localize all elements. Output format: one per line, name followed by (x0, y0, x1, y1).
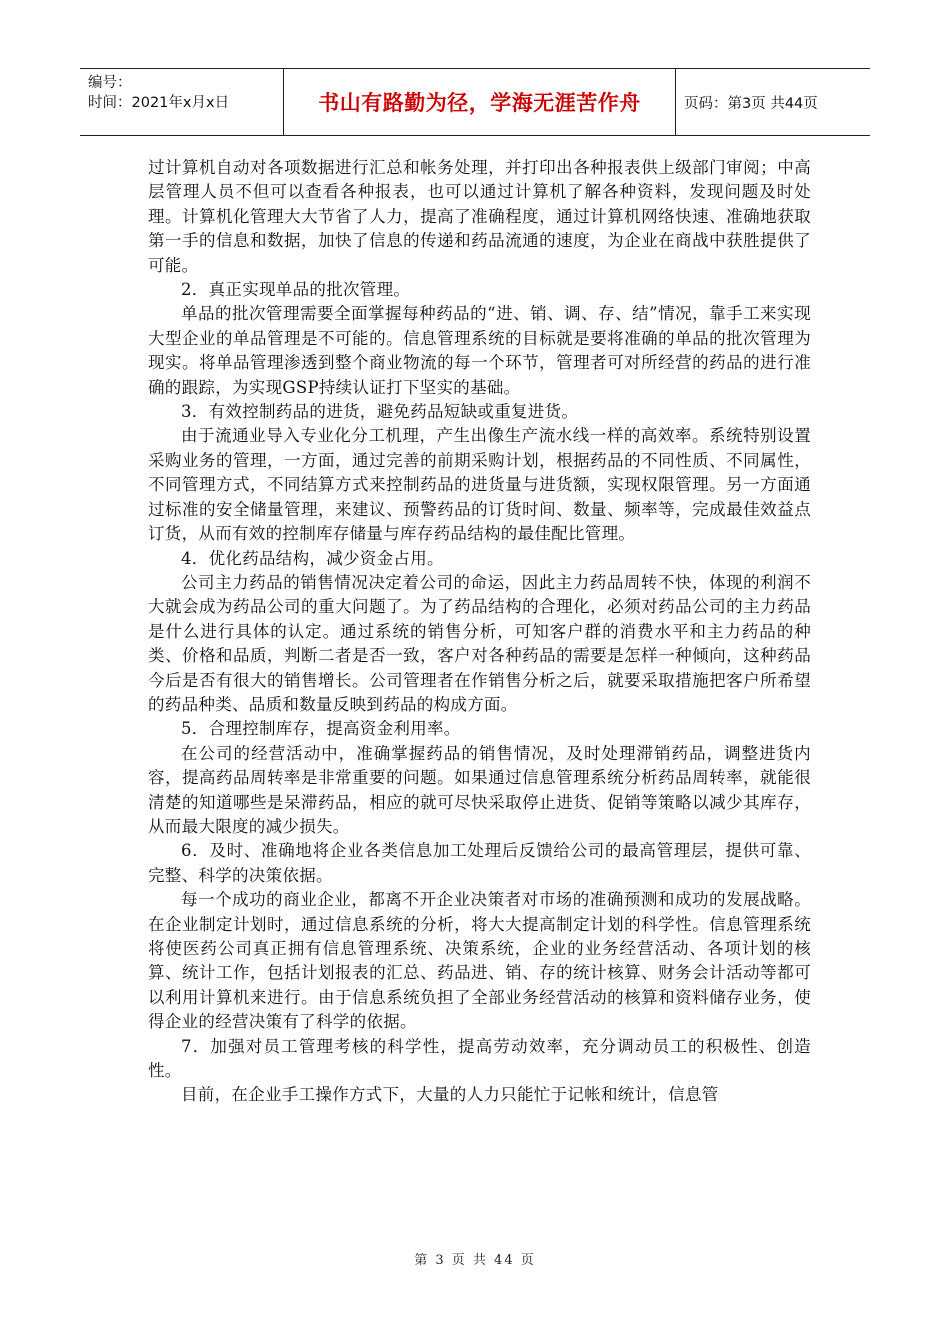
document-body (148, 156, 811, 1108)
section-heading: 6．及时、准确地将企业各类信息加工处理后反馈给公司的最高管理层，提供可靠、完整、科学的决策依据。 (148, 841, 811, 885)
body-paragraph: 过计算机自动对各项数据进行汇总和帐务处理，并打印出各种报表供上级部门审阅；中高层管理人员不但可以查看各种报表，也可以通过计算机了解各种资料，发现问题及时处理。计算机化管理大大节省了人力，提高了准确程度，通过计算机网络快速、准确地获取第一手的信息和数据，加快了信息的传递和药品流通的速度，为企业在商战中获胜提供了可能。 (148, 158, 811, 275)
doc-date: 时间：2021年x月x日 (88, 95, 230, 111)
section-heading: 2．真正实现单品的批次管理。 (181, 280, 411, 300)
section-heading: 3．有效控制药品的进货，避免药品短缺或重复进货。 (181, 402, 579, 422)
section-heading: 4．优化药品结构，减少资金占用。 (181, 548, 444, 568)
header-slogan: 书山有路勤为径，学海无涯苦作舟 (284, 69, 676, 135)
section-heading: 7．加强对员工管理考核的科学性，提高劳动效率，充分调动员工的积极性、创造性。 (148, 1036, 811, 1081)
body-paragraph: 由于流通业导入专业化分工机理，产生出像生产流水线一样的高效率。系统特别设置采购业务的管理，一方面，通过完善的前期采购计划，根据药品的不同性质、不同属性，不同管理方式，不同结算方式来控制药品的进货量与进货额，实现权限管理。另一方面通过标准的安全储量管理，来建议、预警药品的订货时间、数量、频率等，完成最佳效益点订货，从而有效的控制库存储量与库存药品结构的最佳配比管理。 (148, 426, 811, 544)
body-paragraph: 目前，在企业手工操作方式下，大量的人力只能忙于记帐和统计，信息管 (181, 1085, 719, 1105)
body-paragraph: 在公司的经营活动中，准确掌握药品的销售情况，及时处理滞销药品，调整进货内容，提高药品周转率是非常重要的问题。如果通过信息管理系统分析药品周转率，就能很清楚的知道哪些是呆滞药品，相应的就可尽快采取停止进货、促销等策略以减少其库存，从而最大限度的减少损失。 (148, 743, 811, 836)
section-heading: 5．合理控制库存，提高资金利用率。 (181, 719, 461, 739)
header-info (80, 69, 284, 135)
doc-number: 编号： (88, 75, 132, 91)
header-page-number: 页码：第3页 共44页 (684, 95, 818, 112)
body-paragraph: 公司主力药品的销售情况决定着公司的命运，因此主力药品周转不快，体现的利润不大就会成为药品公司的重大问题了。为了药品结构的合理化，必须对药品公司的主力药品是什么进行具体的认定。通过系统的销售分析，可知客户群的消费水平和主力药品的种类、价格和品质，判断二者是否一致，客户对各种药品的需要是怎样一种倾向，这种药品今后是否有很大的销售增长。公司管理者在作销售分析之后，就要采取措施把客户所希望的药品种类、品质和数量反映到药品的构成方面。 (148, 572, 811, 714)
page-footer: 第 3 页 共 44 页 (414, 1253, 536, 1268)
body-paragraph: 每一个成功的商业企业，都离不开企业决策者对市场的准确预测和成功的发展战略。在企业制定计划时，通过信息系统的分析，将大大提高制定计划的科学性。信息管理系统将使医药公司真正拥有信息管理系统、决策系统，企业的业务经营活动、各项计划的核算、统计工作，包括计划报表的汇总、药品进、销、存的统计核算、财务会计活动等都可以利用计算机来进行。由于信息系统负担了全部业务经营活动的核算和资料储存业务，使得企业的经营决策有了科学的依据。 (148, 890, 811, 1032)
body-paragraph: 单品的批次管理需要全面掌握每种药品的“进、销、调、存、结”情况，靠手工来实现大型企业的单品管理是不可能的。信息管理系统的目标就是要将准确的单品的批次管理为现实。将单品管理渗透到整个商业物流的每一个环节，管理者可对所经营的药品的进行准确的跟踪，为实现GSP持续认证打下坚实的基础。 (148, 304, 811, 397)
page-header (80, 68, 870, 136)
